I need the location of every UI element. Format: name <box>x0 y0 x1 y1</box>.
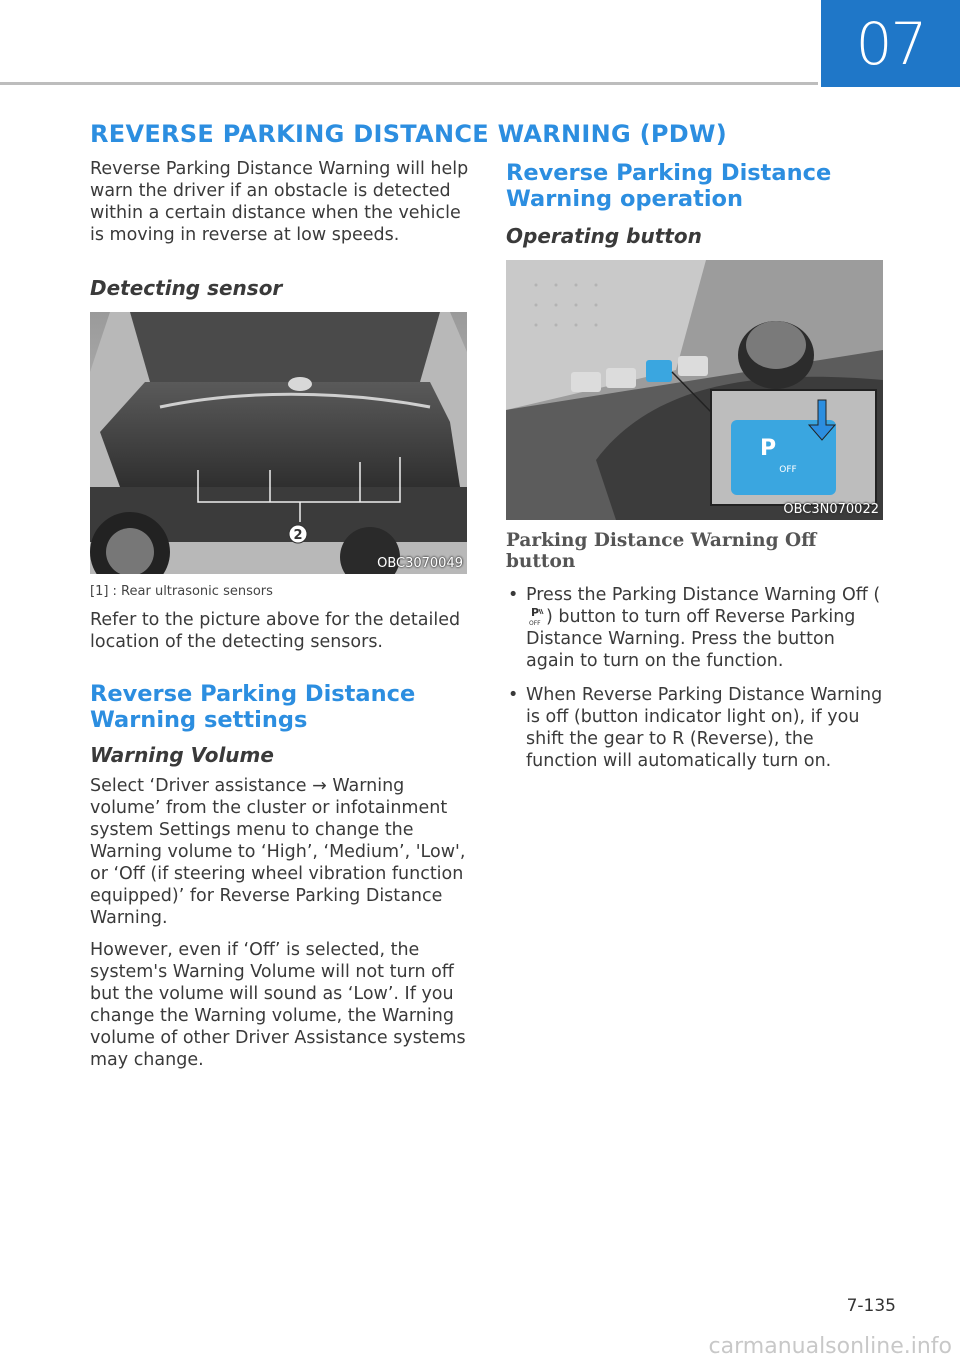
refer-paragraph: Refer to the picture above for the detailed location of the detecting sensors. <box>90 610 461 652</box>
warning-volume-paragraph-2: However, even if ‘Off’ is selected, the system's Warning Volume will not turn off but the volume will sound as ‘Low’. If you change the Warning volume, the Warning volume of other Driver Assistance systems may change. <box>90 940 466 1070</box>
operation-heading-line1: Reverse Parking Distance <box>506 160 832 186</box>
figure-code: OBC3070049 <box>377 556 463 571</box>
watermark: carmanualsonline.info <box>708 1334 952 1359</box>
rear-car-illustration <box>90 312 467 574</box>
settings-heading-line2: Warning settings <box>90 707 308 733</box>
rear-sensor-figure <box>90 312 467 574</box>
sensor-callout-number: 2 <box>293 528 303 543</box>
parking-distance-off-icon <box>526 606 546 626</box>
figure-code-2: OBC3N070022 <box>783 502 879 517</box>
warning-volume-heading: Warning Volume <box>90 743 274 767</box>
intro-paragraph: Reverse Parking Distance Warning will help warn the driver if an obstacle is detected within a certain distance when the vehicle is moving in reverse at low speeds. <box>90 159 469 245</box>
console-illustration <box>506 260 883 520</box>
operating-button-heading: Operating button <box>506 224 702 248</box>
left-column <box>90 158 470 1081</box>
chapter-tab: 07 <box>821 0 960 87</box>
list-item <box>506 584 886 672</box>
bullet1-after: ) button to turn off Reverse Parking Distance Warning. Press the button again to turn on the function. <box>526 607 856 671</box>
figure-off-label: OFF <box>779 465 797 475</box>
section-title: REVERSE PARKING DISTANCE WARNING (PDW) <box>90 120 728 148</box>
figure-caption: [1] : Rear ultrasonic sensors <box>90 584 273 599</box>
operation-heading <box>506 160 886 212</box>
page-number: 7-135 <box>846 1296 896 1316</box>
right-column <box>506 160 886 784</box>
list-item: • When Reverse Parking Distance Warning is off (button indicator light on), if you shift the gear to R (Reverse), the function will automatically turn on. <box>506 684 886 772</box>
settings-heading-line1: Reverse Parking Distance <box>90 681 416 707</box>
inline-icon-label: OFF <box>529 620 541 626</box>
inline-icon-letter: P <box>531 606 540 619</box>
svg-text:P: P <box>759 436 777 461</box>
settings-heading <box>90 681 470 733</box>
instruction-list <box>506 584 886 772</box>
operating-button-figure <box>506 260 883 520</box>
header-rule <box>0 82 818 85</box>
bullet1-before: Press the Parking Distance Warning Off ( <box>526 585 881 605</box>
warning-volume-paragraph-1: Select ‘Driver assistance → Warning volume’ from the cluster or infotainment system Settings menu to change the Warning volume to ‘High’, ‘Medium’, 'Low', or ‘Off (if steering wheel vibration function equipped)’ for Reverse Parking Distance Warning. <box>90 776 466 928</box>
operation-heading-line2: Warning operation <box>506 186 744 212</box>
off-button-heading: Parking Distance Warning Off button <box>506 530 817 572</box>
detecting-sensor-heading: Detecting sensor <box>90 276 283 300</box>
